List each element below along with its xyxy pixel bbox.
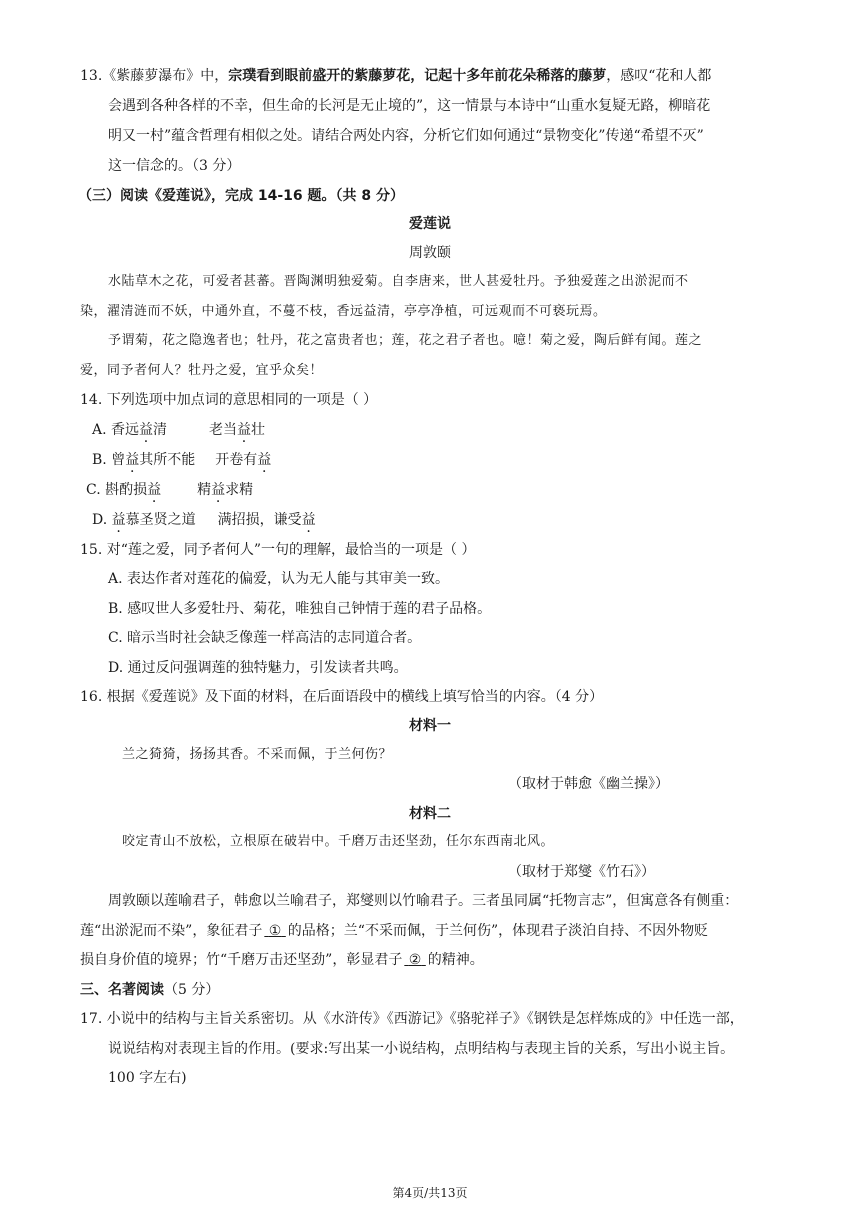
dotted-word: 益 xyxy=(111,512,126,528)
dotted-word: 益 xyxy=(237,422,252,438)
passage-p1-line-1: 水陆草木之花，可爱者甚蕃。晋陶渊明独爱菊。自李唐来，世人甚爱牡丹。予独爱莲之出淤泥而不 xyxy=(108,274,689,289)
option-phrase-part: 斟酌损 xyxy=(105,482,148,498)
q15-option-a: A. 表达作者对莲花的偏爱，认为无人能与其审美一致。 xyxy=(108,571,450,587)
material-2-text: 咬定青山不放松，立根原在破岩中。千磨万击还坚劲，任尔东西南北风。 xyxy=(122,834,555,849)
q13-text-end: ，感叹“花和人都 xyxy=(606,68,712,84)
q14-option-d xyxy=(92,510,316,530)
q15-stem: 15. 对“莲之爱，同予者何人”一句的理解，最恰当的一项是（ ） xyxy=(80,542,476,558)
option-label: B. xyxy=(92,452,107,468)
q14-stem: 14. 下列选项中加点词的意思相同的一项是（ ） xyxy=(80,392,378,408)
material-2-source: （取材于郑燮《竹石》） xyxy=(508,864,655,880)
q13-line-4: 这一信念的。（3 分） xyxy=(108,158,241,174)
dotted-word: 益 xyxy=(139,422,154,438)
material-1-title: 材料一 xyxy=(409,718,451,734)
passage-title: 爱莲说 xyxy=(409,216,451,232)
option-phrase-part: 满招损，谦受 xyxy=(217,512,302,528)
option-phrase-part: 其所不能 xyxy=(139,452,196,468)
dotted-word: 益 xyxy=(125,452,140,468)
option-phrase-part: 慕圣贤之道 xyxy=(125,512,196,528)
material-2-title: 材料二 xyxy=(409,806,451,822)
q15-option-c: C. 暗示当时社会缺乏像莲一样高洁的志同道合者。 xyxy=(108,630,422,646)
q17-line-2: 说说结构对表现主旨的作用。(要求:写出某一小说结构，点明结构与表现主旨的关系，写出小说主旨。 xyxy=(108,1041,735,1057)
q15-option-d: D. 通过反问强调莲的独特魅力，引发读者共鸣。 xyxy=(108,660,408,676)
dotted-word: 益 xyxy=(301,512,316,528)
section-3-heading: （三）阅读《爱莲说》，完成 14-16 题。（共 8 分） xyxy=(78,188,405,204)
q16-paragraph-line-1: 周敦颐以莲喻君子，韩愈以兰喻君子，郑燮则以竹喻君子。三者虽同属“托物言志”，但寓意各有侧重： xyxy=(108,893,739,909)
q14-option-c xyxy=(86,480,253,500)
classics-heading-score: （5 分） xyxy=(164,982,220,998)
passage-p2-line-2: 爱，同予者何人？牡丹之爱，宜乎众矣！ xyxy=(80,363,324,378)
fill-blank-1[interactable] xyxy=(262,923,287,939)
page-number: 第4页/共13页 xyxy=(392,1186,468,1200)
blank-number: ② xyxy=(408,952,422,968)
dotted-word: 益 xyxy=(257,452,272,468)
option-phrase-part: 开卷有 xyxy=(215,452,258,468)
option-label: A. xyxy=(92,422,107,438)
dotted-word: 益 xyxy=(211,482,226,498)
q13-line-1 xyxy=(80,66,711,86)
fill-blank-2[interactable] xyxy=(402,952,427,968)
q17-line-1: 17. 小说中的结构与主旨关系密切。从《水浒传》《西游记》《骆驼祥子》《钢铁是怎样炼成的》中任选一部， xyxy=(80,1011,744,1027)
paragraph-text: 损自身价值的境界；竹“千磨万击还坚劲”，彰显君子 xyxy=(80,952,403,968)
option-phrase-part: 精 xyxy=(197,482,212,498)
classics-heading-bold: 三、名著阅读 xyxy=(80,982,164,998)
q13-line-3: 明又一村”蕴含哲理有相似之处。请结合两处内容，分析它们如何通过“景物变化”传递“希望不灭” xyxy=(108,128,704,144)
option-label: D. xyxy=(92,512,108,528)
paragraph-text: 的精神。 xyxy=(427,952,484,968)
option-phrase-part: 老当 xyxy=(209,422,238,438)
passage-author: 周敦颐 xyxy=(409,245,451,261)
paragraph-text: 莲“出淤泥而不染”，象征君子 xyxy=(80,923,263,939)
option-phrase-part: 壮 xyxy=(251,422,266,438)
passage-p2-line-1: 予谓菊，花之隐逸者也；牡丹，花之富贵者也；莲，花之君子者也。噫！菊之爱，陶后鲜有闻。莲之 xyxy=(108,333,703,348)
option-phrase-part: 求精 xyxy=(225,482,254,498)
q16-paragraph-line-2 xyxy=(80,921,708,941)
passage-p1-line-2: 染，濯清涟而不妖，中通外直，不蔓不枝，香远益清，亭亭净植，可远观而不可亵玩焉。 xyxy=(80,304,607,319)
blank-number: ① xyxy=(268,923,282,939)
option-label: C. xyxy=(86,482,101,498)
classics-section-heading xyxy=(80,980,219,1000)
option-phrase-part: 清 xyxy=(153,422,168,438)
option-phrase-part: 曾 xyxy=(111,452,126,468)
q13-bold-text: 宗璞看到眼前盛开的紫藤萝花，记起十多年前花朵稀落的藤萝 xyxy=(228,68,607,84)
q16-stem: 16. 根据《爱莲说》及下面的材料，在后面语段中的横线上填写恰当的内容。（4 分） xyxy=(80,689,604,705)
option-phrase-part: 香远 xyxy=(111,422,140,438)
q14-option-b xyxy=(92,450,271,470)
material-1-text: 兰之猗猗，扬扬其香。不采而佩，于兰何伤？ xyxy=(122,747,393,762)
q13-text: 13.《紫藤萝瀑布》中， xyxy=(80,68,229,84)
q15-option-b: B. 感叹世人多爱牡丹、菊花，唯独自己钟情于莲的君子品格。 xyxy=(108,601,492,617)
dotted-word: 益 xyxy=(147,482,162,498)
material-1-source: （取材于韩愈《幽兰操》） xyxy=(508,776,669,792)
q16-paragraph-line-3 xyxy=(80,950,484,970)
q17-line-3: 100 字左右) xyxy=(108,1070,187,1086)
q14-option-a xyxy=(92,420,265,440)
paragraph-text: 的品格；兰“不采而佩，于兰何伤”，体现君子淡泊自持、不因外物贬 xyxy=(287,923,709,939)
q13-line-2: 会遇到各种各样的不幸，但生命的长河是无止境的”，这一情景与本诗中“山重水复疑无路，柳暗花 xyxy=(108,98,711,114)
